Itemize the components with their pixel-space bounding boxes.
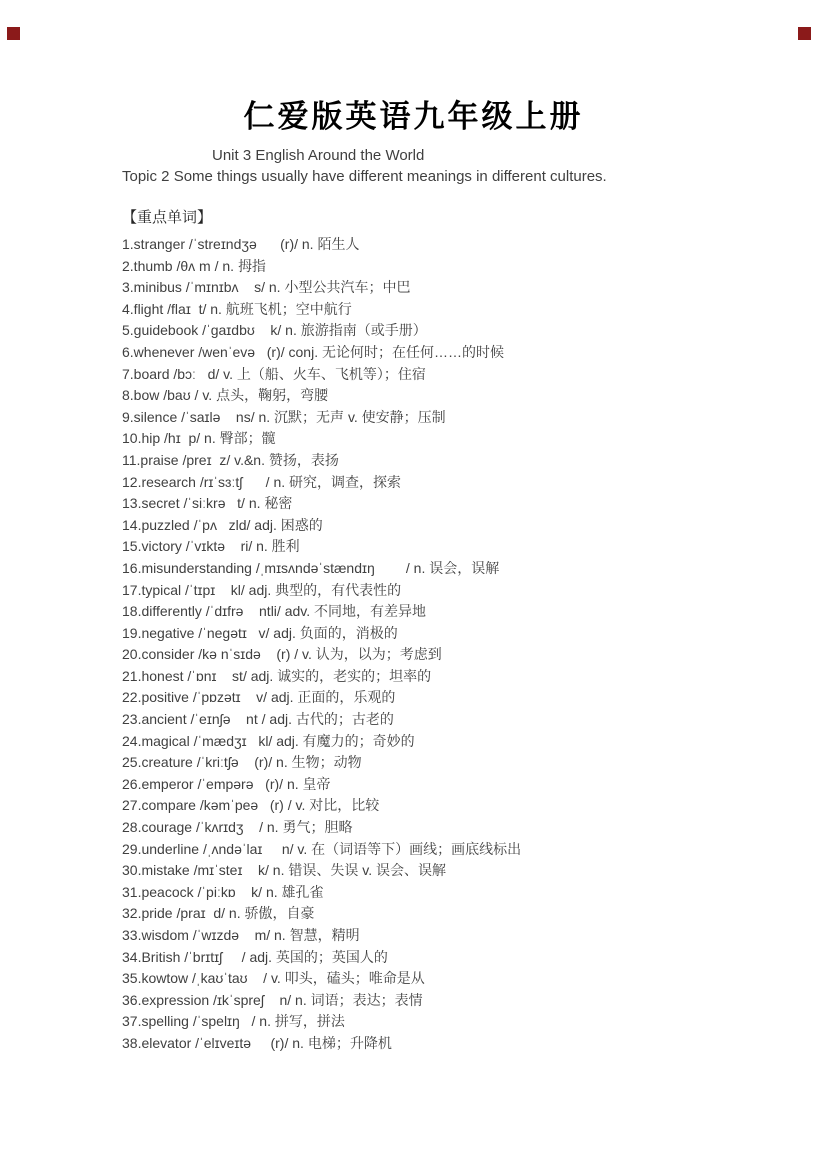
vocab-item: 26.emperor /ˈempərə (r)/ n. 皇帝 xyxy=(122,775,331,792)
vocab-item: 37.spelling /ˈspelɪŋ / n. 拼写，拼法 xyxy=(122,1013,345,1030)
vocab-item: 34.British /ˈbrɪtɪʃ / adj. 英国的；英国人的 xyxy=(122,948,388,965)
vocab-item: 20.consider /kə nˈsɪdə (r) / v. 认为，以为；考虑到 xyxy=(122,646,442,663)
vocab-item: 21.honest /ˈɒnɪ st/ adj. 诚实的，老实的；坦率的 xyxy=(122,667,432,684)
vocab-item: 1.stranger /ˈstreɪndʒə (r)/ n. 陌生人 xyxy=(122,236,360,252)
vocab-item: 10.hip /hɪ p/ n. 臀部；髋 xyxy=(122,430,276,447)
vocab-item: 29.underline /ˌʌndəˈlaɪ n/ v. 在（词语等下）画线；画底线标出 xyxy=(122,840,522,857)
vocab-item: 36.expression /ɪkˈspreʃ n/ n. 词语；表达；表情 xyxy=(122,991,423,1008)
vocab-item: 17.typical /ˈtɪpɪ kl/ adj. 典型的，有代表性的 xyxy=(122,581,402,598)
vocab-item: 3.minibus /ˈmɪnɪbʌ s/ n. 小型公共汽车；中巴 xyxy=(122,279,411,296)
vocab-item: 12.research /rɪˈsɜːtʃ / n. 研究，调查，探索 xyxy=(122,473,402,490)
corner-mark xyxy=(798,27,811,40)
corner-mark xyxy=(7,27,20,40)
section-header: 【重点单词】 xyxy=(122,209,213,226)
vocab-item: 25.creature /ˈkriːtʃə (r)/ n. 生物；动物 xyxy=(122,754,362,771)
subtitle-topic: Topic 2 Some things usually have different meanings in different cultures. xyxy=(122,168,607,185)
vocab-item: 7.board /bɔː d/ v. 上（船、火车、飞机等）；住宿 xyxy=(122,365,426,382)
vocab-item: 35.kowtow /ˌkaʊˈtaʊ / v. 叩头，磕头；唯命是从 xyxy=(122,970,425,987)
page-title: 仁爱版英语九年级上册 xyxy=(243,99,584,134)
vocab-item: 5.guidebook /ˈgaɪdbʊ k/ n. 旅游指南（或手册） xyxy=(122,322,427,339)
vocab-item: 33.wisdom /ˈwɪzdə m/ n. 智慧，精明 xyxy=(122,927,360,943)
vocab-item: 38.elevator /ˈelɪveɪtə (r)/ n. 电梯；升降机 xyxy=(122,1034,392,1051)
vocab-item: 9.silence /ˈsaɪlə ns/ n. 沉默；无声 v. 使安静；压制 xyxy=(122,408,446,425)
vocab-item: 22.positive /ˈpɒzətɪ v/ adj. 正面的，乐观的 xyxy=(122,689,396,706)
vocab-item: 32.pride /praɪ d/ n. 骄傲，自豪 xyxy=(122,905,315,922)
vocab-item: 18.differently /ˈdɪfrə ntli/ adv. 不同地，有差异地 xyxy=(122,603,427,620)
vocab-item: 30.mistake /mɪˈsteɪ k/ n. 错误、失误 v. 误会、误解 xyxy=(122,862,446,879)
vocab-item: 28.courage /ˈkʌrɪdʒ / n. 勇气；胆略 xyxy=(122,819,353,836)
vocab-list xyxy=(122,234,827,1055)
vocab-item: 31.peacock /ˈpiːkɒ k/ n. 雄孔雀 xyxy=(122,883,324,900)
vocab-item: 23.ancient /ˈeɪnʃə nt / adj. 古代的；古老的 xyxy=(122,711,394,728)
vocab-item: 11.praise /preɪ z/ v.&n. 赞扬，表扬 xyxy=(122,451,339,468)
vocab-item: 8.bow /baʊ / v. 点头，鞠躬，弯腰 xyxy=(122,387,329,404)
vocab-item: 13.secret /ˈsiːkrə t/ n. 秘密 xyxy=(122,495,293,512)
vocab-item: 16.misunderstanding /ˌmɪsʌndəˈstændɪŋ / n. 误会，误解 xyxy=(122,559,500,576)
vocab-item: 19.negative /ˈnegətɪ v/ adj. 负面的，消极的 xyxy=(122,624,398,641)
vocab-item: 4.flight /flaɪ t/ n. 航班飞机；空中航行 xyxy=(122,300,352,317)
vocab-item: 2.thumb /θʌ m / n. 拇指 xyxy=(122,257,266,274)
vocab-item: 24.magical /ˈmædʒɪ kl/ adj. 有魔力的；奇妙的 xyxy=(122,732,415,749)
subtitle-unit: Unit 3 English Around the World xyxy=(212,147,425,164)
vocab-item: 15.victory /ˈvɪktə ri/ n. 胜利 xyxy=(122,538,300,555)
vocab-item: 14.puzzled /ˈpʌ zld/ adj. 困惑的 xyxy=(122,516,323,533)
vocab-item: 6.whenever /wenˈevə (r)/ conj. 无论何时；在任何……的时候 xyxy=(122,343,504,360)
vocab-item: 27.compare /kəmˈpeə (r) / v. 对比，比较 xyxy=(122,797,380,814)
